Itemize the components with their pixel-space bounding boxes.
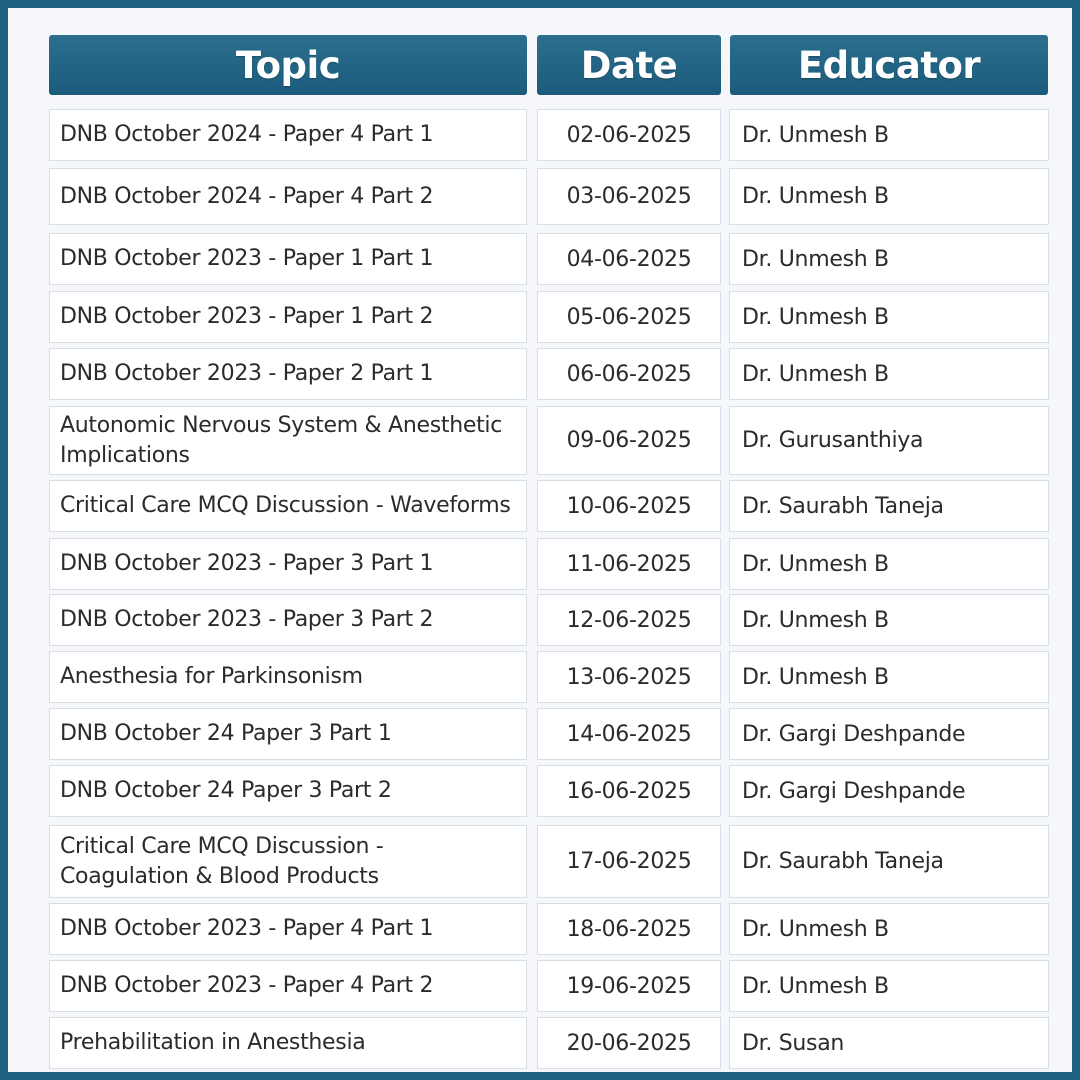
topic-cell: DNB October 2023 - Paper 2 Part 1	[49, 348, 527, 400]
topic-cell: DNB October 2023 - Paper 4 Part 1	[49, 903, 527, 955]
date-cell: 18-06-2025	[537, 903, 721, 955]
topic-cell: DNB October 2023 - Paper 4 Part 2	[49, 960, 527, 1012]
topic-cell: Anesthesia for Parkinsonism	[49, 651, 527, 703]
date-cell: 04-06-2025	[537, 233, 721, 285]
date-cell: 05-06-2025	[537, 291, 721, 343]
date-cell: 20-06-2025	[537, 1017, 721, 1069]
educator-cell: Dr. Unmesh B	[729, 903, 1049, 955]
topic-cell: DNB October 24 Paper 3 Part 2	[49, 765, 527, 817]
topic-cell: DNB October 2023 - Paper 3 Part 2	[49, 594, 527, 646]
educator-cell: Dr. Unmesh B	[729, 538, 1049, 590]
topic-cell: DNB October 2024 - Paper 4 Part 2	[49, 168, 527, 225]
topic-cell: Autonomic Nervous System & Anesthetic Implications	[49, 406, 527, 475]
topic-cell: DNB October 2023 - Paper 3 Part 1	[49, 538, 527, 590]
educator-cell: Dr. Unmesh B	[729, 348, 1049, 400]
educator-cell: Dr. Saurabh Taneja	[729, 480, 1049, 532]
educator-cell: Dr. Gargi Deshpande	[729, 765, 1049, 817]
educator-cell: Dr. Unmesh B	[729, 109, 1049, 161]
header-educator: Educator	[730, 35, 1048, 95]
topic-cell: DNB October 2024 - Paper 4 Part 1	[49, 109, 527, 161]
educator-cell: Dr. Unmesh B	[729, 651, 1049, 703]
educator-cell: Dr. Unmesh B	[729, 233, 1049, 285]
topic-cell: DNB October 24 Paper 3 Part 1	[49, 708, 527, 760]
date-cell: 02-06-2025	[537, 109, 721, 161]
topic-cell: Prehabilitation in Anesthesia	[49, 1017, 527, 1069]
topic-cell: DNB October 2023 - Paper 1 Part 1	[49, 233, 527, 285]
educator-cell: Dr. Gurusanthiya	[729, 406, 1049, 475]
date-cell: 14-06-2025	[537, 708, 721, 760]
date-cell: 03-06-2025	[537, 168, 721, 225]
date-cell: 12-06-2025	[537, 594, 721, 646]
date-cell: 10-06-2025	[537, 480, 721, 532]
topic-cell: Critical Care MCQ Discussion - Waveforms	[49, 480, 527, 532]
date-cell: 17-06-2025	[537, 825, 721, 898]
date-cell: 19-06-2025	[537, 960, 721, 1012]
date-cell: 11-06-2025	[537, 538, 721, 590]
header-topic: Topic	[49, 35, 527, 95]
date-cell: 16-06-2025	[537, 765, 721, 817]
topic-cell: Critical Care MCQ Discussion - Coagulation & Blood Products	[49, 825, 527, 898]
educator-cell: Dr. Unmesh B	[729, 168, 1049, 225]
educator-cell: Dr. Gargi Deshpande	[729, 708, 1049, 760]
topic-cell: DNB October 2023 - Paper 1 Part 2	[49, 291, 527, 343]
date-cell: 09-06-2025	[537, 406, 721, 475]
header-date: Date	[537, 35, 721, 95]
educator-cell: Dr. Saurabh Taneja	[729, 825, 1049, 898]
educator-cell: Dr. Unmesh B	[729, 960, 1049, 1012]
educator-cell: Dr. Unmesh B	[729, 594, 1049, 646]
date-cell: 06-06-2025	[537, 348, 721, 400]
date-cell: 13-06-2025	[537, 651, 721, 703]
educator-cell: Dr. Unmesh B	[729, 291, 1049, 343]
educator-cell: Dr. Susan	[729, 1017, 1049, 1069]
